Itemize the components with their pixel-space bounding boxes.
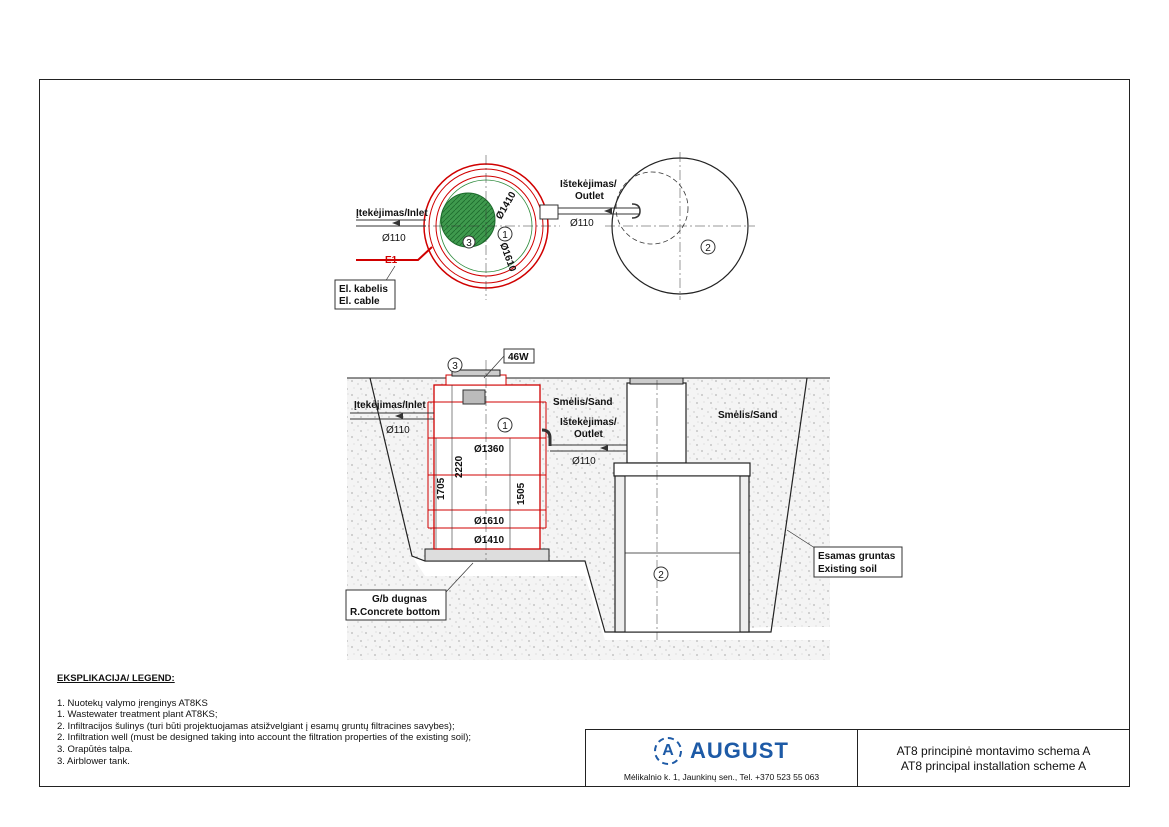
logo-cell: [586, 730, 858, 787]
plan-dim-1410: Ø1410: [494, 189, 519, 222]
company-logo: [654, 736, 789, 766]
cable-label-1: El. kabelis: [339, 284, 388, 295]
airblower-icon: [463, 390, 485, 404]
legend-item: 3. Orapūtės talpa.: [57, 743, 133, 755]
plan-marker-2-text: 2: [705, 243, 711, 254]
well-inner: [625, 476, 740, 632]
section-outlet-label-2: Outlet: [574, 429, 603, 440]
dim-2220: 2220: [454, 455, 465, 478]
section-marker-2-text: 2: [658, 570, 664, 581]
plan-outlet-label-2: Outlet: [575, 191, 604, 202]
dim-1410: Ø1410: [474, 535, 505, 546]
dim-1360: Ø1360: [474, 444, 505, 455]
bottom-label-1: G/b dugnas: [372, 594, 427, 605]
well-lid-icon: [630, 378, 683, 384]
dim-1610: Ø1610: [474, 516, 505, 527]
plan-view: [335, 152, 755, 309]
section-view: [346, 349, 902, 660]
scheme-title-en: AT8 principal installation scheme A: [900, 758, 1087, 773]
bottom-label-2: R.Concrete bottom: [350, 607, 440, 618]
plan-marker-1-text: 1: [502, 230, 508, 241]
plan-dim-1610: Ø1610: [497, 241, 518, 274]
section-inlet-diameter: Ø110: [386, 425, 410, 436]
legend: [57, 673, 471, 767]
soil-label-2: Existing soil: [818, 564, 877, 575]
outlet-arrow-icon: [604, 208, 612, 214]
logo-text: AUGUST: [690, 738, 789, 763]
plan-outlet-diameter: Ø110: [570, 218, 594, 229]
cable-label-2: El. cable: [339, 296, 380, 307]
dim-1505: 1505: [516, 482, 527, 505]
section-inlet-label: Įtekėjimas/Inlet: [354, 400, 426, 411]
blower-tag: 46W: [508, 352, 529, 363]
sand-label-left: Smėlis/Sand: [553, 397, 613, 408]
soil-label-1: Esamas gruntas: [818, 551, 896, 562]
cable-tag: E1: [385, 255, 398, 266]
plan-outlet-label-1: Ištekėjimas/: [560, 179, 617, 190]
legend-item: 1. Wastewater treatment plant AT8KS;: [57, 709, 218, 721]
plan-marker-3-text: 3: [466, 238, 472, 249]
inlet-arrow-icon: [392, 220, 400, 226]
well-shaft: [627, 383, 686, 463]
section-outlet-diameter: Ø110: [572, 456, 596, 467]
plan-inlet-label: Įtekėjimas/Inlet: [356, 208, 428, 219]
section-marker-1-text: 1: [502, 421, 508, 432]
sand-label-right: Smėlis/Sand: [718, 410, 778, 421]
legend-item: 2. Infiltration well (must be designed taking into account the filtration properties of the existing soil);: [57, 732, 471, 744]
legend-item: 1. Nuotekų valymo įrenginys AT8KS: [57, 697, 208, 709]
plan-inlet-diameter: Ø110: [382, 233, 406, 244]
well-elbow-icon: [632, 204, 640, 218]
legend-item: 3. Airblower tank.: [57, 755, 130, 767]
dim-1705: 1705: [436, 477, 447, 500]
scheme-title-cell: [857, 730, 1130, 787]
section-outlet-label-1: Ištekėjimas/: [560, 417, 617, 428]
scheme-title-lt: AT8 principinė montavimo schema A: [896, 743, 1091, 758]
title-block: [585, 729, 1130, 787]
logo-mark-icon: A: [654, 737, 682, 765]
legend-item: 2. Infiltracijos šulinys (turi būti projektuojamas atsižvelgiant į esamų gruntų filtracines savybes);: [57, 720, 455, 732]
company-address: Mėlikalnio k. 1, Jaunkinų sen., Tel. +370 523 55 063: [623, 772, 820, 782]
concrete-bottom: [425, 549, 549, 561]
section-marker-3-text: 3: [452, 361, 458, 372]
well-slab: [614, 463, 750, 476]
legend-title: EKSPLIKACIJA/ LEGEND:: [57, 673, 175, 684]
outlet-fitting-icon: [540, 205, 558, 219]
